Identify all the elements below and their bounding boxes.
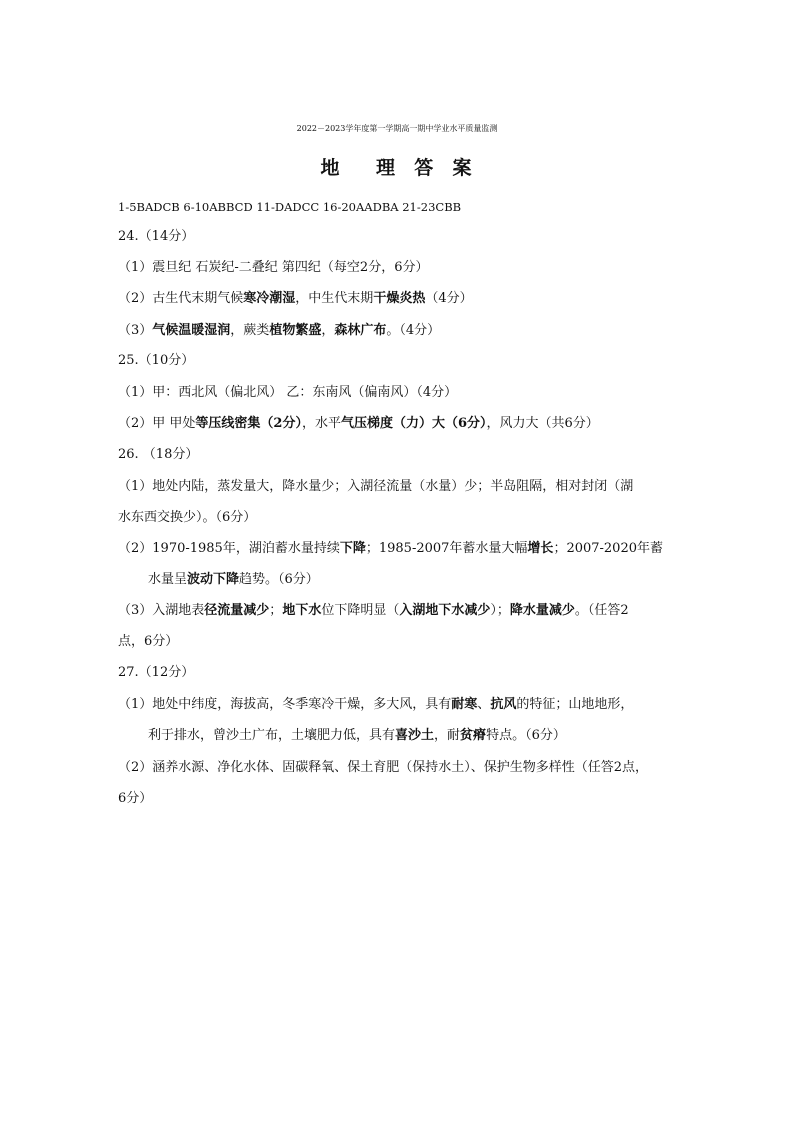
text-run: ）； (490, 603, 510, 618)
q26-answer-2-line-1 (118, 540, 663, 558)
multiple-choice-answers: 1-5BADCB 6-10ABBCD 11-DADCC 16-20AADBA 21-23CBB (118, 200, 462, 214)
q24-answer-1: （1）震旦纪 石炭纪-二叠纪 第四纪（每空2分，6分） (118, 260, 429, 275)
key-point: 等压线密集（2分） (195, 416, 302, 431)
text-run: （2）古生代末期气候 (118, 291, 244, 306)
text-run: ，风力大（共6分） (486, 416, 599, 431)
text-run: 的特征；山地地形， (516, 697, 634, 712)
key-point: 波动下降 (187, 572, 240, 587)
text-run: 、 (477, 697, 491, 712)
text-run: ； (269, 603, 283, 618)
text-run: （3） (118, 323, 153, 338)
text-run: ，中生代末期 (295, 291, 374, 306)
key-point: 寒冷潮湿 (243, 291, 296, 306)
key-point: 干燥炎热 (373, 291, 426, 306)
text-run: ，蕨类 (230, 323, 270, 338)
key-point: 抗风 (490, 697, 517, 712)
key-point: 气候温暖湿润 (152, 323, 231, 338)
q25-answer-1: （1）甲：西北风（偏北风） 乙：东南风（偏南风）（4分） (118, 385, 458, 400)
q26-heading: 26. （18分） (118, 447, 199, 462)
text-run: （4分） (425, 291, 473, 306)
text-run: ，水平 (301, 416, 341, 431)
text-run: （2）1970-1985年，湖泊蓄水量持续 (118, 541, 340, 556)
text-run: 位下降明显（ (321, 603, 400, 618)
q27-answer-1-line-1 (118, 696, 633, 714)
text-run: 。（4分） (386, 323, 441, 338)
q24-heading: 24.（14分） (118, 229, 195, 244)
q27-answer-2-line-1: （2）涵养水源、净化水体、固碳释氧、保土育肥（保持水土）、保护生物多样性（任答2点， (118, 760, 649, 775)
key-point: 森林广布 (334, 323, 387, 338)
text-run: ；1985-2007年蓄水量大幅 (365, 541, 528, 556)
key-point: 贫瘠 (460, 728, 487, 743)
q27-answer-2-line-2: 6分） (118, 791, 153, 806)
q27-answer-1-line-2 (148, 727, 566, 745)
key-point: 植物繁盛 (269, 323, 322, 338)
q26-answer-3-line-2: 点，6分） (118, 634, 179, 649)
key-point: 下降 (339, 541, 366, 556)
key-point: 气压梯度（力）大（6分） (340, 416, 487, 431)
text-run: （3）入湖地表 (118, 603, 205, 618)
text-run: 水量呈 (148, 572, 188, 587)
key-point: 地下水 (282, 603, 322, 618)
text-run: （2）甲 甲处 (118, 416, 196, 431)
text-run: ；2007-2020年蓄 (553, 541, 663, 556)
text-run: 趋势。（6分） (239, 572, 319, 587)
key-point: 耐寒 (451, 697, 478, 712)
text-run: ， (321, 323, 335, 338)
key-point: 径流量减少 (204, 603, 270, 618)
text-run: 。（任答2 (574, 603, 629, 618)
key-point: 喜沙土 (395, 728, 435, 743)
key-point: 降水量减少 (509, 603, 575, 618)
text-run: （1）地处中纬度，海拔高，冬季寒冷干燥，多大风，具有 (118, 697, 452, 712)
q26-answer-3-line-1 (118, 602, 629, 620)
text-run: ，耐 (434, 728, 461, 743)
q24-answer-2 (118, 290, 473, 308)
q25-answer-2 (118, 415, 599, 433)
q26-answer-1-line-1: （1）地处内陆，蒸发量大，降水量少；入湖径流量（水量）少；半岛阻隔，相对封闭（湖 (118, 479, 634, 494)
key-point: 增长 (527, 541, 554, 556)
q26-answer-1-line-2: 水东西交换少）。（6分） (118, 510, 257, 525)
key-point: 入湖地下水减少 (399, 603, 491, 618)
text-run: 特点。（6分） (486, 728, 566, 743)
q26-answer-2-line-2 (148, 571, 319, 589)
document-subtitle: 地 理 答 案 (320, 157, 474, 179)
q24-answer-3 (118, 322, 440, 340)
document-title: 2022－2023学年度第一学期高一期中学业水平质量监测 (296, 124, 498, 133)
text-run: 利于排水，曾沙土广布，土壤肥力低，具有 (148, 728, 396, 743)
q25-heading: 25.（10分） (118, 353, 195, 368)
q27-heading: 27.（12分） (118, 665, 195, 680)
